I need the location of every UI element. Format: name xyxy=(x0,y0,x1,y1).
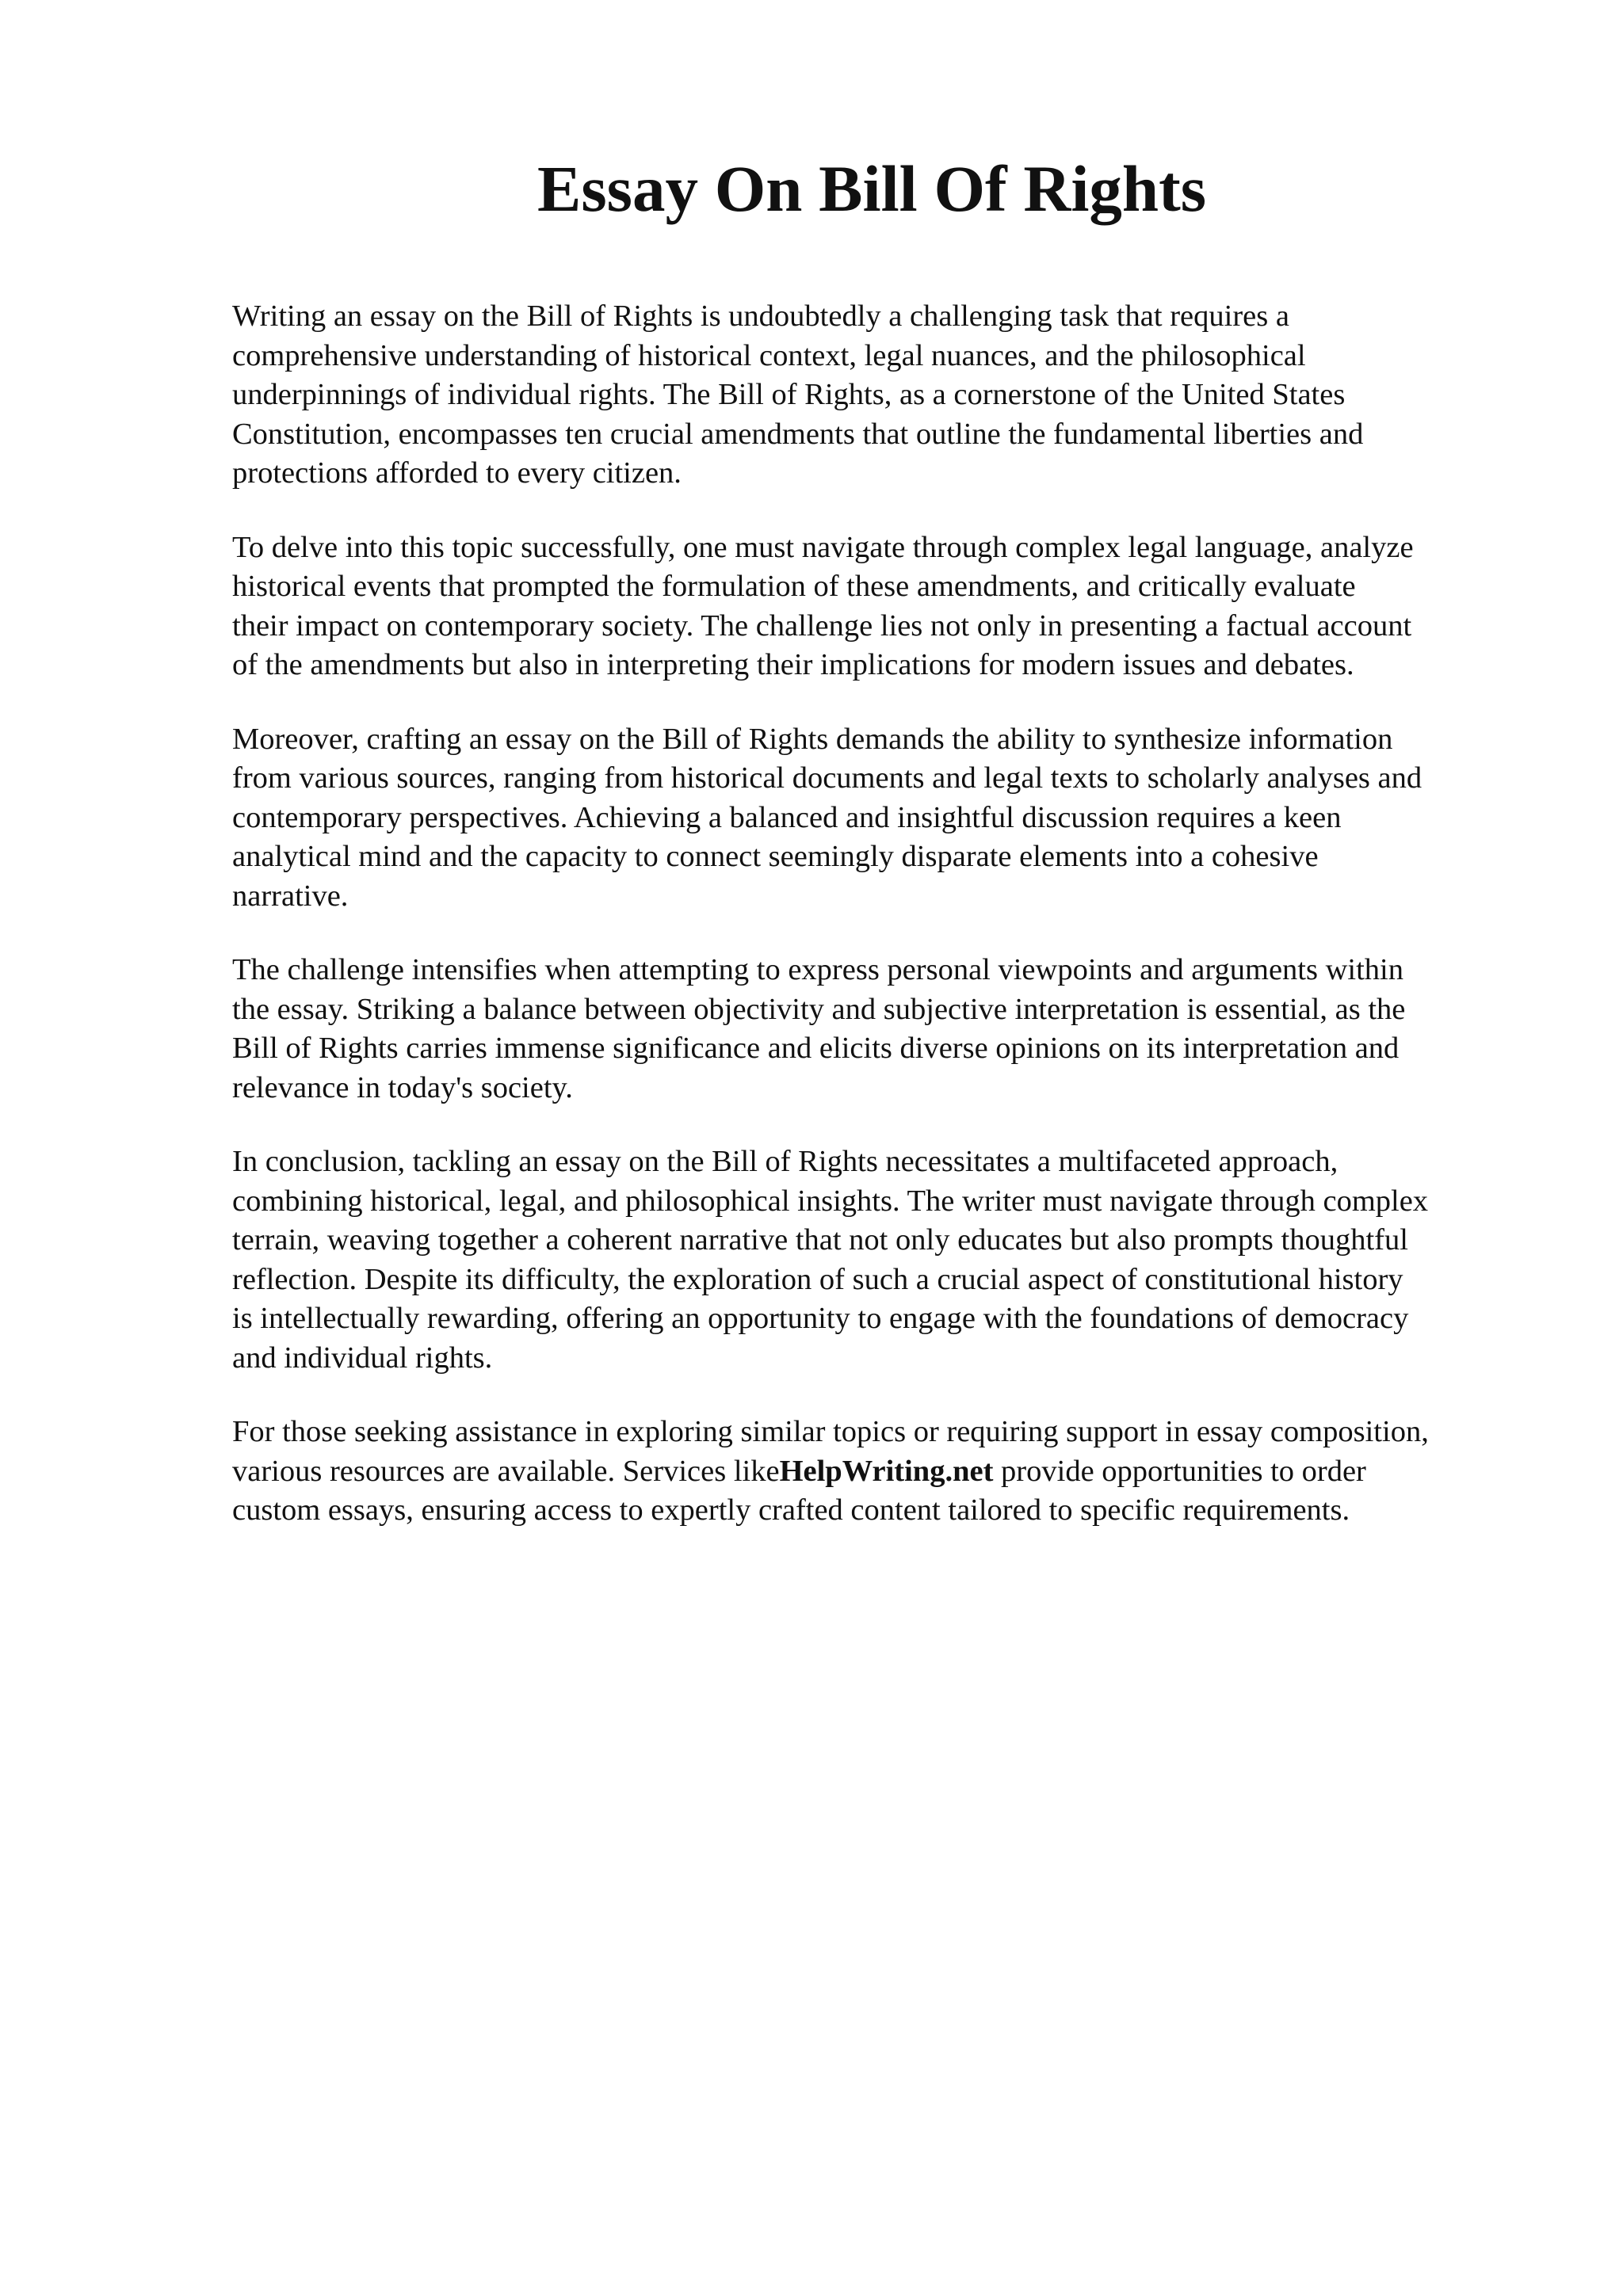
document-body xyxy=(232,297,1540,1566)
paragraph-line: Constitution, encompasses ten crucial amendments that outline the fundamental liberties and xyxy=(232,417,1364,451)
paragraph-line: analytical mind and the capacity to connect seemingly disparate elements into a cohesive xyxy=(232,840,1319,873)
paragraph-3 xyxy=(232,720,1540,917)
paragraph-2 xyxy=(232,528,1540,685)
paragraph-line: custom essays, ensuring access to expertly crafted content tailored to specific requirements. xyxy=(232,1493,1350,1527)
paragraph-6 xyxy=(232,1413,1540,1531)
paragraph-line: combining historical, legal, and philosophical insights. The writer must navigate through complex xyxy=(232,1184,1429,1218)
helpwriting-link[interactable]: HelpWriting.net xyxy=(779,1454,994,1488)
paragraph-line: comprehensive understanding of historical context, legal nuances, and the philosophical xyxy=(232,338,1306,372)
paragraph-line: The challenge intensifies when attempting to express personal viewpoints and arguments within xyxy=(232,953,1403,986)
paragraph-line: In conclusion, tackling an essay on the Bill of Rights necessitates a multifaceted approach, xyxy=(232,1145,1338,1178)
line-text-after-link: provide opportunities to order xyxy=(993,1454,1366,1488)
paragraph-line: from various sources, ranging from historical documents and legal texts to scholarly analyses and xyxy=(232,761,1423,795)
paragraph-1 xyxy=(232,297,1540,494)
paragraph-line: reflection. Despite its difficulty, the exploration of such a crucial aspect of constitutional history xyxy=(232,1262,1403,1296)
paragraph-line: historical events that prompted the formulation of these amendments, and critically evaluate xyxy=(232,570,1356,603)
paragraph-5 xyxy=(232,1142,1540,1378)
paragraph-line: underpinnings of individual rights. The Bill of Rights, as a cornerstone of the United States xyxy=(232,378,1346,411)
paragraph-line: relevance in today's society. xyxy=(232,1070,573,1104)
paragraph-line: To delve into this topic successfully, one must navigate through complex legal language, analyze xyxy=(232,530,1414,564)
paragraph-line: contemporary perspectives. Achieving a balanced and insightful discussion requires a keen xyxy=(232,800,1342,834)
paragraph-line: and individual rights. xyxy=(232,1341,493,1375)
line-text-before-link: various resources are available. Services like xyxy=(232,1454,780,1488)
paragraph-line: terrain, weaving together a coherent narrative that not only educates but also prompts thoughtful xyxy=(232,1223,1408,1257)
paragraph-line: their impact on contemporary society. The challenge lies not only in presenting a factual account xyxy=(232,608,1412,643)
paragraph-line: narrative. xyxy=(232,879,349,913)
paragraph-line: protections afforded to every citizen. xyxy=(232,456,682,490)
paragraph-line: the essay. Striking a balance between objectivity and subjective interpretation is essential, as the xyxy=(232,992,1406,1026)
document-title: Essay On Bill Of Rights xyxy=(537,152,1207,225)
paragraph-4 xyxy=(232,951,1540,1108)
paragraph-line-with-link xyxy=(232,1452,1540,1492)
paragraph-line: Writing an essay on the Bill of Rights is undoubtedly a challenging task that requires a xyxy=(232,299,1289,333)
paragraph-line: For those seeking assistance in exploring similar topics or requiring support in essay composition, xyxy=(232,1415,1429,1448)
paragraph-line: is intellectually rewarding, offering an opportunity to engage with the foundations of democracy xyxy=(232,1302,1409,1335)
paragraph-line: Moreover, crafting an essay on the Bill of Rights demands the ability to synthesize information xyxy=(232,722,1393,756)
paragraph-line: Bill of Rights carries immense significance and elicits diverse opinions on its interpretation and xyxy=(232,1032,1400,1065)
paragraph-line: of the amendments but also in interpreting their implications for modern issues and debates. xyxy=(232,648,1354,681)
